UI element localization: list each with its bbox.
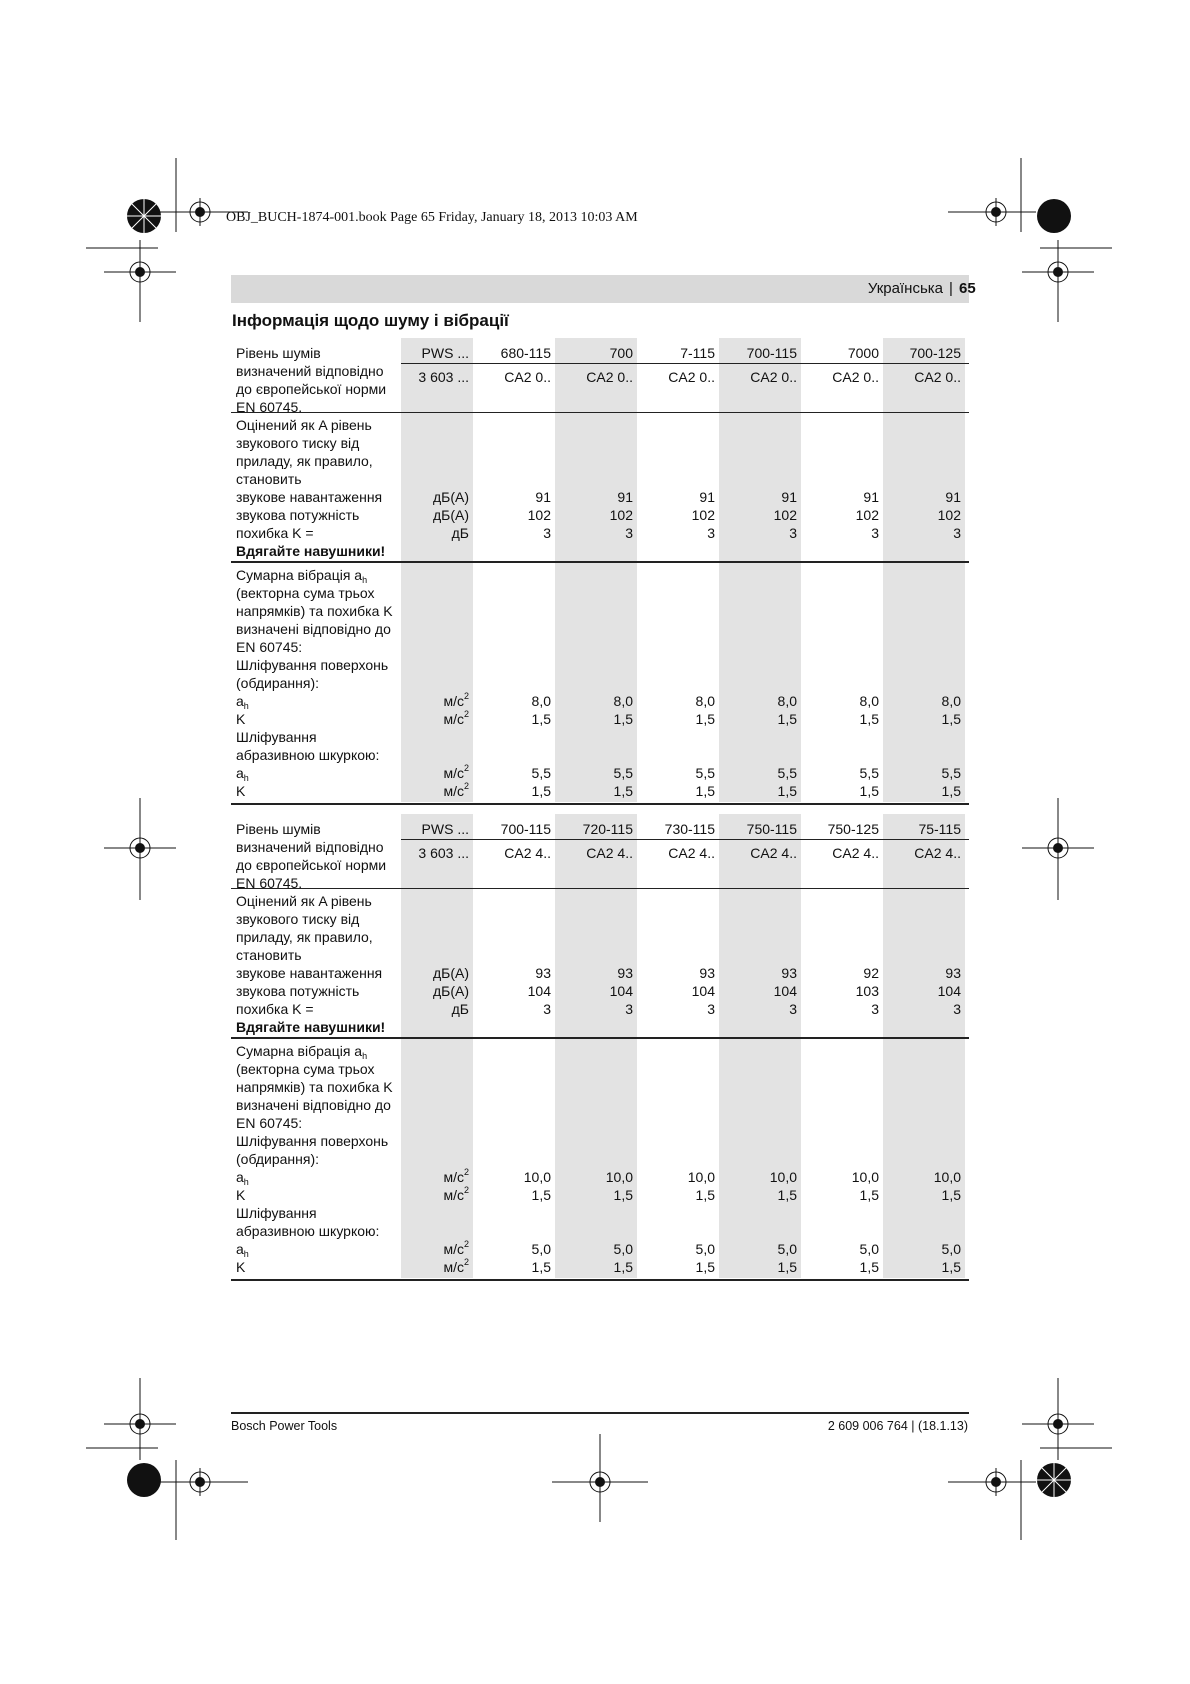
ah-main: a [236, 1169, 244, 1185]
noise-value: 3 [707, 525, 715, 541]
vibration-value: 1,5 [777, 783, 797, 799]
vibration-unit [401, 710, 469, 728]
footer-docnumber: 2 609 006 764 | (18.1.13) [827, 1419, 968, 1433]
noise-text [236, 892, 406, 1036]
vibration-value: 1,5 [777, 1187, 797, 1203]
unit-sup: 2 [463, 1257, 469, 1267]
ah-main: a [236, 765, 244, 781]
noise-unit: дБ(A) [432, 507, 469, 523]
vibration-value: 1,5 [695, 1187, 715, 1203]
noise-value: 102 [609, 507, 633, 523]
noise-value: 102 [937, 507, 961, 523]
noise-value: 91 [781, 489, 797, 505]
vibration-section [231, 1039, 969, 1281]
noise-unit: дБ(A) [432, 489, 469, 505]
vibration-value: 10,0 [769, 1169, 797, 1185]
unit-text: м/с [443, 693, 464, 709]
vibration-value: 5,5 [531, 765, 551, 781]
vibration-value: 1,5 [531, 1187, 551, 1203]
noise-value: 92 [863, 965, 879, 981]
vibration-unit [401, 764, 469, 782]
vibration-value: 1,5 [859, 711, 879, 727]
vibration-unit [401, 1240, 469, 1258]
noise-value: 93 [699, 965, 715, 981]
vibration-heading-end: (векторна сума трьох напрямків) та похибка K визначені відповідно до EN 60745: [236, 585, 393, 655]
noise-value: 3 [707, 1001, 715, 1017]
noise-row-label: звукове навантаження [236, 965, 383, 981]
vibration-value: 1,5 [695, 711, 715, 727]
noise-section [231, 413, 969, 563]
vibration-unit [401, 1258, 469, 1276]
unit-text: м/с [443, 1259, 464, 1275]
vibration-value: 10,0 [851, 1169, 879, 1185]
noise-value: 3 [543, 1001, 551, 1017]
vibration-heading-start: Сумарна вібрація a [236, 567, 363, 583]
print-info: OBJ_BUCH-1874-001.book Page 65 Friday, January 18, 2013 10:03 AM [226, 210, 638, 225]
noise-value: 93 [781, 965, 797, 981]
article-code: CA2 4.. [750, 845, 797, 861]
header-row-rule [401, 839, 969, 840]
footer-rule [231, 1412, 969, 1414]
noise-unit: дБ(A) [432, 965, 469, 981]
noise-value: 3 [625, 1001, 633, 1017]
model-number: 75-115 [918, 821, 961, 837]
vibration-value: 1,5 [941, 1187, 961, 1203]
vibration-heading [236, 566, 396, 656]
code-prefix: 3 603 ... [418, 369, 469, 385]
vibration-value: 5,5 [777, 765, 797, 781]
unit-text: м/с [443, 1169, 464, 1185]
table-header [231, 814, 969, 889]
noise-unit: дБ [451, 525, 469, 541]
vibration-value: 5,0 [777, 1241, 797, 1257]
ah-main: a [236, 693, 244, 709]
ah-sub: h [243, 1249, 249, 1259]
noise-value: 104 [527, 983, 551, 999]
vibration-heading-start: Сумарна вібрація a [236, 1043, 363, 1059]
model-number: 700-125 [909, 345, 961, 361]
model-prefix: PWS ... [421, 821, 469, 837]
noise-value: 3 [789, 525, 797, 541]
model-number: 700-115 [500, 821, 551, 837]
vibration-value: 1,5 [777, 1259, 797, 1275]
unit-sup: 2 [463, 1185, 469, 1195]
unit-text: м/с [443, 1187, 464, 1203]
model-number: 700 [609, 345, 633, 361]
noise-unit: дБ [451, 1001, 469, 1017]
header-separator: | [949, 280, 953, 297]
sanding-ah-label [236, 1240, 406, 1258]
noise-value: 104 [773, 983, 797, 999]
vibration-value: 1,5 [531, 783, 551, 799]
surface-ah-label [236, 692, 406, 710]
noise-heading: Оцінений як A рівень звукового тиску від приладу, як правило, становить [236, 893, 373, 963]
unit-sup: 2 [463, 1167, 469, 1177]
noise-value: 3 [953, 525, 961, 541]
vibration-value: 5,0 [613, 1241, 633, 1257]
standard-label: Рівень шумів визначений відповідно до європейської норми EN 60745. [236, 345, 387, 415]
vibration-value: 8,0 [941, 693, 961, 709]
surface-ah-label [236, 1168, 406, 1186]
noise-heading: Оцінений як A рівень звукового тиску від приладу, як правило, становить [236, 417, 373, 487]
vibration-value: 1,5 [941, 711, 961, 727]
vibration-value: 1,5 [613, 711, 633, 727]
noise-value: 103 [855, 983, 879, 999]
unit-sup: 2 [463, 709, 469, 719]
vibration-value: 5,0 [531, 1241, 551, 1257]
vibration-value: 1,5 [859, 783, 879, 799]
noise-value: 104 [691, 983, 715, 999]
vibration-section [231, 563, 969, 805]
header-language: Українська [867, 280, 943, 297]
unit-text: м/с [443, 783, 464, 799]
noise-value: 91 [617, 489, 633, 505]
noise-vibration-table-2 [231, 814, 969, 1281]
article-code: CA2 4.. [586, 845, 633, 861]
vibration-heading-sub: h [362, 575, 368, 585]
unit-sup: 2 [463, 1239, 469, 1249]
vibration-value: 8,0 [613, 693, 633, 709]
sanding-label: Шліфування абразивною шкуркою: [236, 1205, 380, 1239]
sanding-k-label: K [236, 1259, 246, 1275]
noise-value: 104 [937, 983, 961, 999]
vibration-value: 1,5 [531, 1259, 551, 1275]
noise-value: 102 [691, 507, 715, 523]
noise-value: 91 [699, 489, 715, 505]
vibration-value: 5,5 [859, 765, 879, 781]
noise-row-label: звукове навантаження [236, 489, 383, 505]
noise-value: 93 [945, 965, 961, 981]
vibration-heading [236, 1042, 396, 1132]
noise-unit: дБ(A) [432, 983, 469, 999]
ah-sub: h [243, 773, 249, 783]
noise-value: 102 [855, 507, 879, 523]
vibration-unit [401, 1168, 469, 1186]
article-code: CA2 0.. [914, 369, 961, 385]
vibration-value: 1,5 [777, 711, 797, 727]
vibration-value: 1,5 [531, 711, 551, 727]
noise-vibration-table-1 [231, 338, 969, 805]
vibration-value: 1,5 [941, 1259, 961, 1275]
vibration-value: 5,5 [695, 765, 715, 781]
unit-sup: 2 [463, 763, 469, 773]
vibration-unit [401, 1186, 469, 1204]
vibration-value: 5,0 [941, 1241, 961, 1257]
vibration-value: 5,5 [613, 765, 633, 781]
table-header [231, 338, 969, 413]
noise-value: 93 [617, 965, 633, 981]
vibration-value: 5,0 [859, 1241, 879, 1257]
noise-value: 91 [535, 489, 551, 505]
model-number: 700-115 [746, 345, 797, 361]
hearing-protection-warning: Вдягайте навушники! [236, 543, 386, 559]
sanding-ah-label [236, 764, 406, 782]
vibration-value: 1,5 [613, 1259, 633, 1275]
ah-main: a [236, 1241, 244, 1257]
model-number: 7-115 [680, 345, 715, 361]
model-number: 750-115 [746, 821, 797, 837]
unit-sup: 2 [463, 781, 469, 791]
vibration-value: 10,0 [605, 1169, 633, 1185]
unit-sup: 2 [463, 691, 469, 701]
vibration-value: 10,0 [933, 1169, 961, 1185]
vibration-unit [401, 692, 469, 710]
vibration-value: 1,5 [859, 1259, 879, 1275]
noise-value: 3 [789, 1001, 797, 1017]
unit-text: м/с [443, 711, 464, 727]
surface-k-label: K [236, 1187, 246, 1203]
model-number: 7000 [847, 345, 879, 361]
noise-text [236, 416, 406, 560]
vibration-value: 1,5 [941, 783, 961, 799]
vibration-heading-sub: h [362, 1051, 368, 1061]
noise-value: 3 [953, 1001, 961, 1017]
ah-sub: h [243, 701, 249, 711]
noise-value: 104 [609, 983, 633, 999]
unit-text: м/с [443, 1241, 464, 1257]
vibration-value: 1,5 [613, 1187, 633, 1203]
article-code: CA2 0.. [832, 369, 879, 385]
article-code: CA2 4.. [832, 845, 879, 861]
header-row-rule [401, 363, 969, 364]
article-code: CA2 4.. [668, 845, 715, 861]
noise-row-label: похибка K = [236, 1001, 314, 1017]
noise-section [231, 889, 969, 1039]
vibration-value: 10,0 [687, 1169, 715, 1185]
vibration-value: 8,0 [531, 693, 551, 709]
noise-row-label: звукова потужність [236, 507, 360, 523]
model-number: 680-115 [500, 345, 551, 361]
footer-brand: Bosch Power Tools [231, 1419, 338, 1433]
vibration-value: 5,0 [695, 1241, 715, 1257]
article-code: CA2 0.. [750, 369, 797, 385]
standard-label: Рівень шумів визначений відповідно до європейської норми EN 60745. [236, 821, 387, 891]
noise-value: 102 [773, 507, 797, 523]
page-header-bar [231, 275, 976, 303]
hearing-protection-warning: Вдягайте навушники! [236, 1019, 386, 1035]
section-title: Інформація щодо шуму і вібрації [232, 311, 509, 330]
sanding-label: Шліфування абразивною шкуркою: [236, 729, 380, 763]
ah-sub: h [243, 1177, 249, 1187]
surface-k-label: K [236, 711, 246, 727]
code-prefix: 3 603 ... [418, 845, 469, 861]
noise-value: 93 [535, 965, 551, 981]
sanding-k-label: K [236, 783, 246, 799]
noise-row-label: похибка K = [236, 525, 314, 541]
noise-value: 3 [543, 525, 551, 541]
unit-text: м/с [443, 765, 464, 781]
noise-value: 3 [625, 525, 633, 541]
noise-value: 3 [871, 1001, 879, 1017]
noise-value: 3 [871, 525, 879, 541]
article-code: CA2 0.. [668, 369, 715, 385]
model-number: 730-115 [664, 821, 715, 837]
vibration-value: 1,5 [695, 783, 715, 799]
article-code: CA2 4.. [914, 845, 961, 861]
vibration-value: 8,0 [695, 693, 715, 709]
page-number: 65 [959, 280, 976, 297]
surface-grinding-label: Шліфування поверхонь (обдирання): [236, 657, 389, 691]
vibration-value: 10,0 [523, 1169, 551, 1185]
vibration-value: 5,5 [941, 765, 961, 781]
noise-row-label: звукова потужність [236, 983, 360, 999]
vibration-value: 1,5 [859, 1187, 879, 1203]
vibration-heading-end: (векторна сума трьох напрямків) та похибка K визначені відповідно до EN 60745: [236, 1061, 393, 1131]
vibration-value: 1,5 [695, 1259, 715, 1275]
vibration-text [236, 566, 406, 800]
vibration-value: 8,0 [859, 693, 879, 709]
model-number: 750-125 [827, 821, 879, 837]
article-code: CA2 4.. [504, 845, 551, 861]
vibration-value: 8,0 [777, 693, 797, 709]
article-code: CA2 0.. [504, 369, 551, 385]
article-code: CA2 0.. [586, 369, 633, 385]
noise-value: 91 [863, 489, 879, 505]
noise-value: 91 [945, 489, 961, 505]
model-prefix: PWS ... [421, 345, 469, 361]
vibration-text [236, 1042, 406, 1276]
surface-grinding-label: Шліфування поверхонь (обдирання): [236, 1133, 389, 1167]
noise-value: 102 [527, 507, 551, 523]
vibration-value: 1,5 [613, 783, 633, 799]
model-number: 720-115 [582, 821, 633, 837]
vibration-unit [401, 782, 469, 800]
